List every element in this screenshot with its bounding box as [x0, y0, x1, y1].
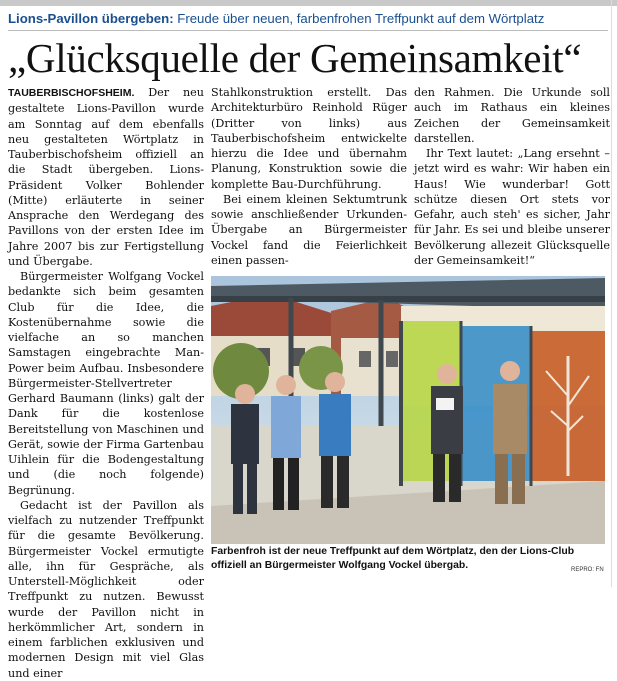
kicker-label: Lions-Pavillon übergeben:: [8, 11, 174, 26]
pavilion-photo: [211, 276, 605, 544]
article-column-2: [211, 85, 407, 268]
paragraph: [8, 85, 204, 269]
headline: „Glücksquelle der Gemeinsamkeit“: [8, 35, 582, 81]
photo-credit: REPRO: FN: [571, 567, 604, 573]
paragraph: Bei einem kleinen Sektumtrunk sowie anschließender Urkunden-Übergabe an Bürgermeister Vockel fand die Feierlichkeit einen passen-: [211, 192, 407, 267]
paragraph: Bürgermeister Wolfgang Vockel bedankte sich beim gesamten Club für die Idee, die Kostenübernahme sowie die vielfache an so manchen Samstagen eingebrachte Man-Power beim Aufbau. Insbesondere Bürgermeister-Stellvertreter Gerhard Baumann (links) galt der Dank für die kostenlose Bereitstellung von Maschinen und Gerät, sowie der Firma Gartenbau Uihlein für die Bodengestaltung und (die noch folgende) Begrünung.: [8, 270, 204, 497]
paragraph-text: Der neu gestaltete Lions-Pavillon wurde am Sonntag auf dem ebenfalls neu gestalteten Wörtplatz in Tauberbischofsheim offiziell an die Stadt übergeben. Lions-Präsident Volker Bohlender (Mitte) erläuterte in seiner Ansprache den Werdegang des Pavillons von der ersten Idee im Jahre 2007 bis zur Fertigstellung und Übergabe.: [8, 86, 204, 268]
kicker-line: [8, 8, 608, 31]
article-column-3: [414, 85, 610, 268]
photo-illustration: [211, 276, 605, 544]
photo-caption: Farbenfroh ist der neue Treffpunkt auf dem Wörtplatz, den der Lions-Club offiziell an Bürgermeister Wolfgang Vockel übergab.: [211, 546, 575, 571]
paragraph: Ihr Text lautet: „Lang ersehnt – jetzt wird es wahr: Wir haben ein Haus! Wie wunderbar! Gott schütze diesen Ort stets vor Gefahr, auch steh' es sicher, Jahr für Jahr. Es sei und bleibe unserer Bevölkerung allezeit Glücksquelle der Gemeinsamkeit!“: [414, 147, 610, 267]
dateline: TAUBERBISCHOFSHEIM.: [8, 87, 135, 99]
paragraph: Stahlkonstruktion erstellt. Das Architekturbüro Reinhold Rüger (Dritter von links) aus Tauberbischofsheim entwickelte hierzu die Idee und übernahm Planung, Konstruktion sowie die komplette Bau-Durchführung.: [211, 86, 407, 191]
paragraph: den Rahmen. Die Urkunde soll auch im Rathaus ein kleines Zeichen der Gemeinsamkeit darstellen.: [414, 86, 610, 145]
paragraph: Gedacht ist der Pavillon als vielfach zu nutzender Treffpunkt für die gesamte Bevölkerung. Bürgermeister Vockel ermutigte alle, ihn für Gespräche, als Unterstell-Möglichkeit oder Treffpunkt zu nutzen. Bewusst wurde der Pavillon nicht in herkömmlicher Art, sondern in einem farblichen exklusiven und modernen Design mit viel Glas und einer: [8, 498, 204, 680]
article-column-1: [8, 85, 204, 681]
kicker-text: Freude über neuen, farbenfrohen Treffpunkt auf dem Wörtplatz: [173, 11, 545, 26]
right-rule: [611, 0, 612, 587]
top-rule: [0, 0, 617, 6]
